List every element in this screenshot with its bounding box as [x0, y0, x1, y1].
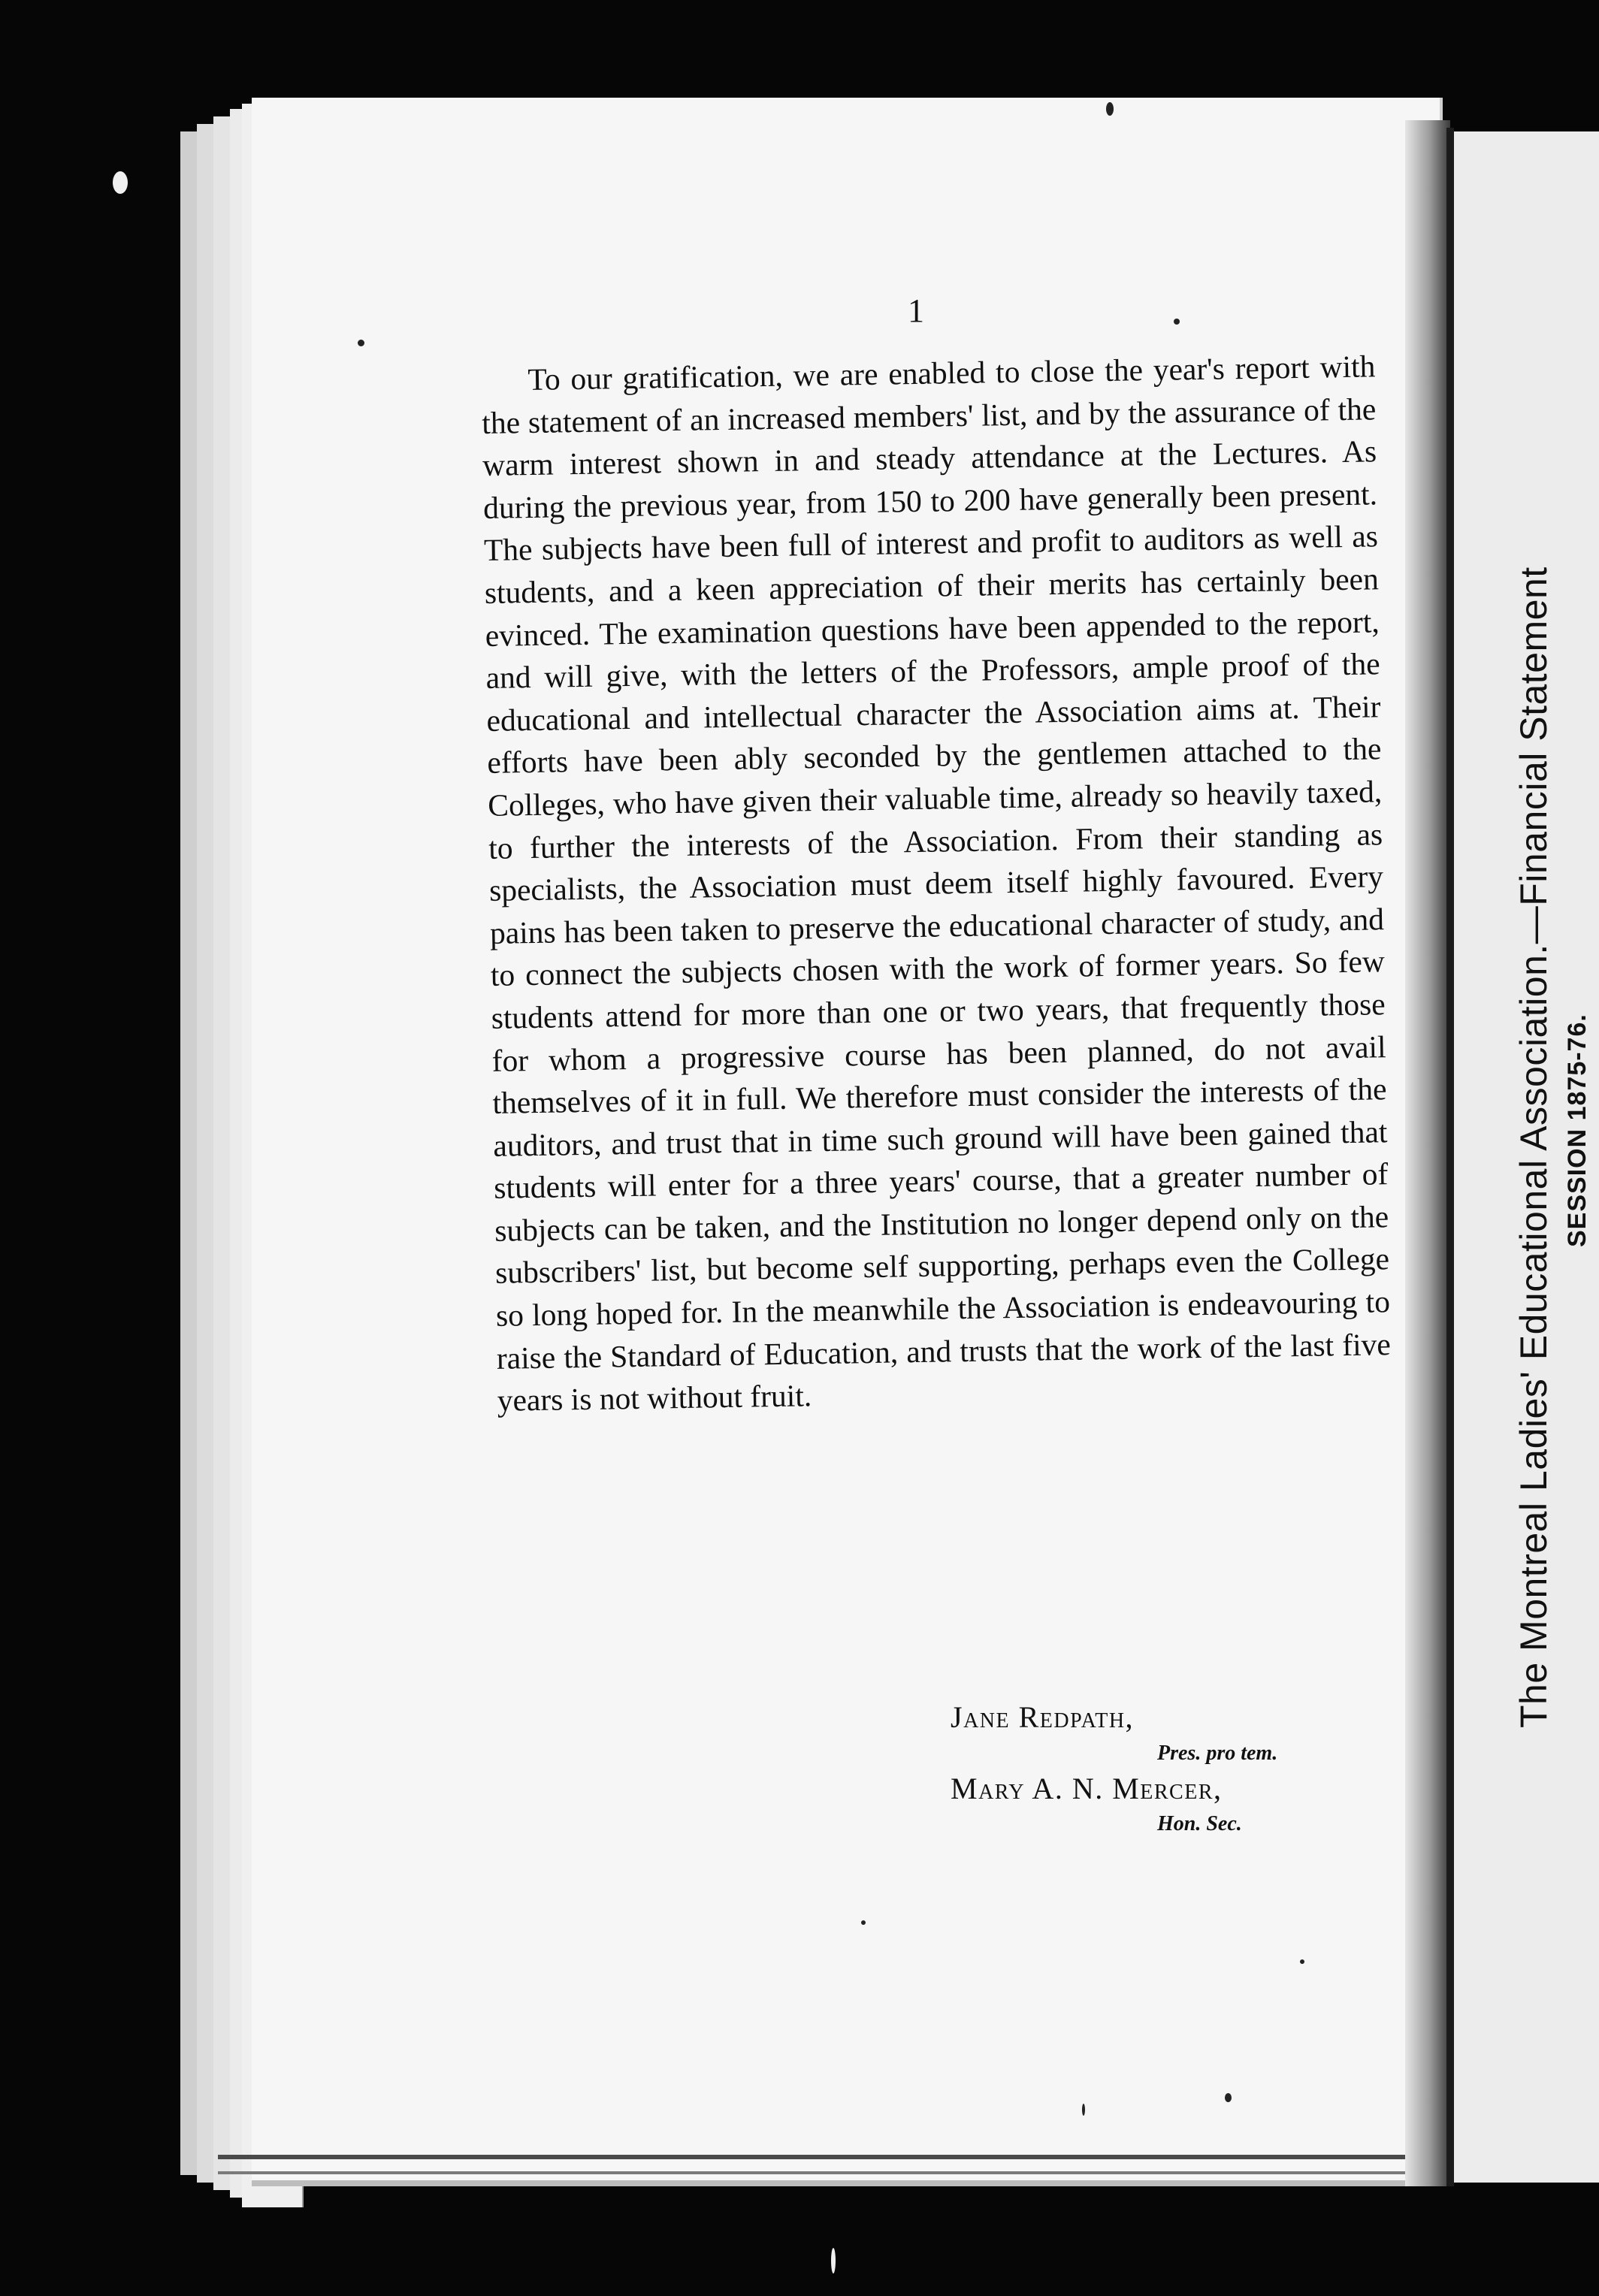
facing-page-session: SESSION 1875-76. [1563, 1014, 1591, 1247]
book-fold-line [1446, 128, 1454, 2186]
scan-speck [1082, 2104, 1085, 2116]
signature-title-secretary: Hon. Sec. [1157, 1812, 1242, 1835]
scan-speck [1174, 319, 1180, 325]
scan-speck [831, 2248, 836, 2273]
signature-name-secretary: Mary A. N. Mercer, [951, 1772, 1223, 1805]
report-paragraph: To our gratification, we are enabled to close the year's report with the statement of an increased members' list, and by the assurance of the warm interest shown in and steady attendance at the Lectures. As during the previous year, from 150 to 200 have generally been present. The subjects have been full of interest and profit to auditors as well as students, and a keen appreciation of their merits has certainly been evinced. The examination questions have been appended to the report, and will give, with the letters of the Professors, ample proof of the educational and intellectual character the Association aims at. Their efforts have been ably seconded by the gentlemen attached to the Colleges, who have given their valuable time, already so heavily taxed, to further the interests of the Association. From their standing as specialists, the Association must deem itself highly favoured. Every pains has been taken to preserve the educational character of study, and to connect the subjects chosen with the work of former years. So few students attend for more than one or two years, that frequently those for whom a progressive course has been planned, do not avail themselves of it in full. We therefore must consider the interests of the auditors, and trust that in time such ground will have been gained that students will enter for a three years' course, that a greater number of subjects can be taken, and the Institution no longer depend only on the subscribers' list, but become self supporting, perhaps even the College so long hoped for. In the meanwhile the Association is endeavouring to raise the Standard of Education, and trusts that the work of the last five years is not without fruit. [481, 349, 1392, 1418]
facing-page-title: The Montreal Ladies' Educational Association.—Financial Statement [1513, 566, 1555, 1728]
scan-speck [358, 340, 364, 346]
book-gutter [1405, 120, 1450, 2186]
scan-speck [1225, 2093, 1232, 2102]
scan-speck [1106, 102, 1114, 116]
page-bottom-edge [218, 2171, 1420, 2174]
scan-speck [113, 171, 128, 194]
signature-title-president: Pres. pro tem. [1157, 1742, 1278, 1765]
page-number: 1 [908, 292, 924, 329]
facing-page-heading [1495, 496, 1599, 1728]
page-bottom-edge [218, 2155, 1405, 2159]
scan-speck [861, 1920, 866, 1925]
scan-speck [1300, 1959, 1304, 1964]
signature-name-president: Jane Redpath, [951, 1700, 1135, 1734]
